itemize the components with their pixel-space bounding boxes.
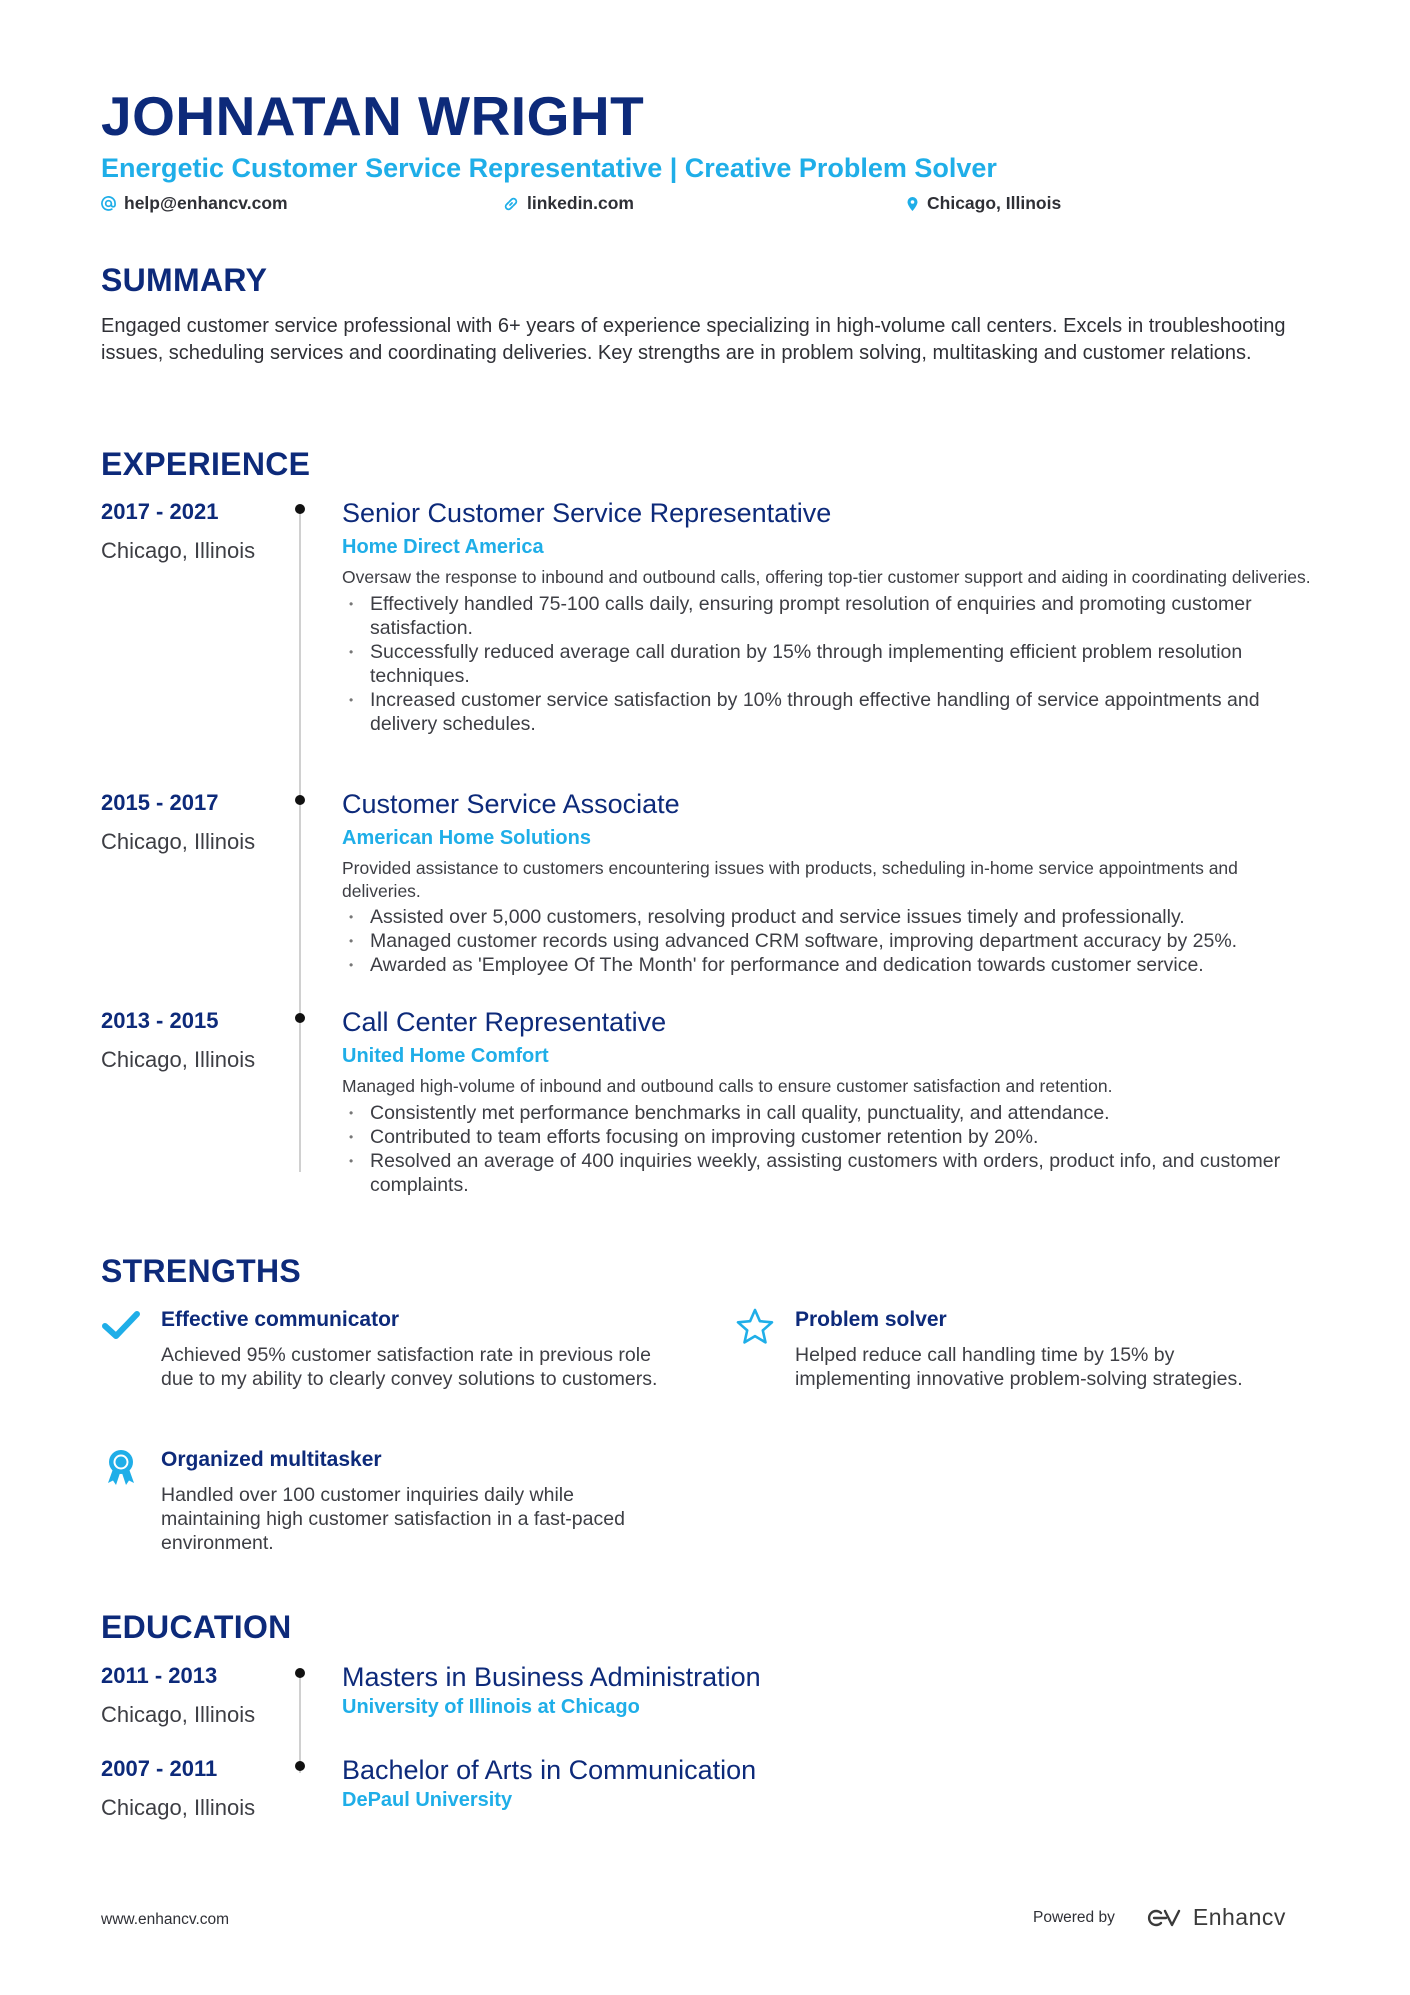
strength-description: Helped reduce call handling time by 15% by implementing innovative problem-solving strategies. xyxy=(795,1344,1243,1390)
school-name: University of Illinois at Chicago xyxy=(342,1696,640,1718)
strength-description: Handled over 100 customer inquiries daily while maintaining high customer satisfaction in a fast-paced environment. xyxy=(161,1484,625,1554)
timeline-dot xyxy=(295,1668,305,1678)
candidate-name: JOHNATAN WRIGHT xyxy=(101,85,645,147)
job-entry xyxy=(342,1005,1312,1197)
at-sign-icon xyxy=(101,196,116,211)
award-ribbon-icon xyxy=(101,1447,141,1487)
job-bullet: • Resolved an average of 400 inquiries weekly, assisting customers with orders, product info, and customer complaints. xyxy=(342,1149,1312,1197)
job-bullet: • Effectively handled 75-100 calls daily, ensuring prompt resolution of enquiries and promoting customer satisfaction. xyxy=(342,592,1312,640)
education-dates: 2011 - 2013 xyxy=(101,1663,218,1688)
job-location: Chicago, Illinois xyxy=(101,538,256,563)
job-bullets xyxy=(342,592,1312,736)
strengths-heading: STRENGTHS xyxy=(101,1253,302,1289)
contact-location xyxy=(906,193,1061,214)
strength-title: Organized multitasker xyxy=(161,1448,382,1471)
job-entry xyxy=(342,787,1312,977)
strength-title: Problem solver xyxy=(795,1308,947,1331)
job-dates: 2013 - 2015 xyxy=(101,1008,219,1033)
degree-title: Masters in Business Administration xyxy=(342,1662,761,1692)
job-location: Chicago, Illinois xyxy=(101,1047,256,1072)
job-entry xyxy=(342,496,1312,736)
education-entry xyxy=(342,1753,1242,1813)
job-title: Call Center Representative xyxy=(342,1007,667,1037)
education-location: Chicago, Illinois xyxy=(101,1702,256,1727)
degree-title: Bachelor of Arts in Communication xyxy=(342,1755,757,1785)
strength-description: Achieved 95% customer satisfaction rate in previous role due to my ability to clearly convey solutions to customers. xyxy=(161,1344,658,1390)
job-bullet: • Managed customer records using advanced CRM software, improving department accuracy by 25%. xyxy=(342,929,1312,953)
job-bullet: • Assisted over 5,000 customers, resolving product and service issues timely and professionally. xyxy=(342,905,1312,929)
job-dates: 2017 - 2021 xyxy=(101,499,219,524)
job-bullet: • Consistently met performance benchmarks in call quality, punctuality, and attendance. xyxy=(342,1101,1312,1125)
education-timeline xyxy=(299,1676,301,1773)
experience-heading: EXPERIENCE xyxy=(101,446,311,482)
star-icon xyxy=(735,1307,775,1347)
email-text: help@enhancv.com xyxy=(124,193,288,213)
company-name: United Home Comfort xyxy=(342,1045,549,1067)
location-text: Chicago, Illinois xyxy=(927,193,1062,213)
timeline-dot xyxy=(295,1013,305,1023)
summary-text: Engaged customer service professional with 6+ years of experience specializing in high-volume call centers. Excels in troubleshooting issues, scheduling services and coordinating deliveries. Key strengths are in problem solving, multitasking and customer relations. xyxy=(101,315,1286,364)
link-icon xyxy=(503,196,519,212)
timeline-dot xyxy=(295,1761,305,1771)
job-description: Provided assistance to customers encountering issues with products, scheduling in-home service appointments and deliveries. xyxy=(342,858,1238,901)
job-bullet: • Contributed to team efforts focusing on improving customer retention by 20%. xyxy=(342,1125,1312,1149)
enhancv-brand-text: Enhancv xyxy=(1192,1904,1286,1930)
strength-title: Effective communicator xyxy=(161,1308,400,1331)
contact-linkedin[interactable] xyxy=(503,193,634,214)
company-name: Home Direct America xyxy=(342,536,544,558)
school-name: DePaul University xyxy=(342,1789,513,1811)
summary-heading: SUMMARY xyxy=(101,262,268,298)
timeline-dot xyxy=(295,504,305,514)
job-bullet: • Increased customer service satisfaction by 10% through effective handling of service appointments and delivery schedules. xyxy=(342,688,1312,736)
enhancv-logo-icon xyxy=(1141,1906,1187,1930)
job-title: Customer Service Associate xyxy=(342,789,680,819)
job-bullet: • Successfully reduced average call duration by 15% through implementing efficient problem resolution techniques. xyxy=(342,640,1312,688)
job-bullets xyxy=(342,1101,1312,1197)
job-description: Oversaw the response to inbound and outbound calls, offering top-tier customer support and aiding in coordinating deliveries. xyxy=(342,567,1311,587)
experience-timeline xyxy=(299,512,301,1172)
checkmark-icon xyxy=(101,1307,141,1347)
map-pin-icon xyxy=(906,196,919,212)
education-location: Chicago, Illinois xyxy=(101,1795,256,1820)
timeline-dot xyxy=(295,795,305,805)
job-location: Chicago, Illinois xyxy=(101,829,256,854)
contact-email[interactable] xyxy=(101,193,288,214)
footer-website[interactable]: www.enhancv.com xyxy=(101,1911,230,1928)
company-name: American Home Solutions xyxy=(342,827,591,849)
education-heading: EDUCATION xyxy=(101,1609,292,1645)
powered-by-text: Powered by xyxy=(1033,1908,1115,1926)
candidate-headline: Energetic Customer Service Representative | Creative Problem Solver xyxy=(101,153,997,183)
job-description: Managed high-volume of inbound and outbound calls to ensure customer satisfaction and retention. xyxy=(342,1076,1113,1096)
job-bullets xyxy=(342,905,1312,977)
linkedin-text: linkedin.com xyxy=(527,193,634,213)
job-title: Senior Customer Service Representative xyxy=(342,498,832,528)
job-bullet: • Awarded as 'Employee Of The Month' for performance and dedication towards customer service. xyxy=(342,953,1312,977)
education-dates: 2007 - 2011 xyxy=(101,1756,218,1781)
education-entry xyxy=(342,1660,1242,1720)
footer-branding[interactable] xyxy=(1033,1904,1286,1931)
job-dates: 2015 - 2017 xyxy=(101,790,219,815)
